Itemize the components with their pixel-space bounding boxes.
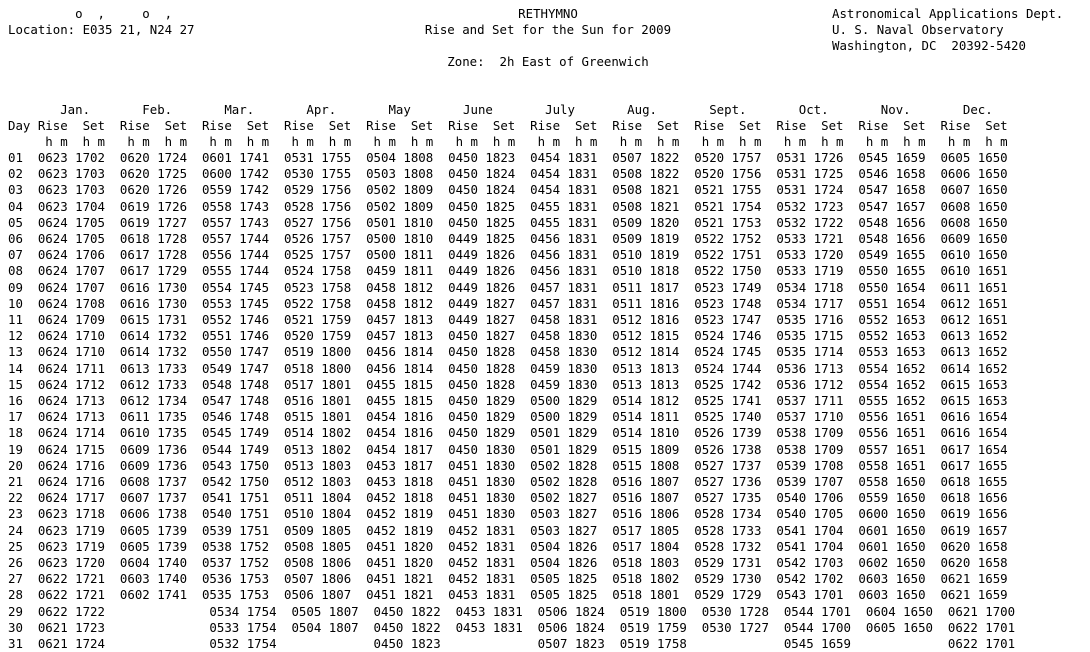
- day-row: 25 0623 1719 0605 1739 0538 1752 0508 1805 0451 1820 0452 1831 0504 1826 0517 1804 0528 1732 0541 1704 0601 1650 0620 1658: [8, 538, 1008, 554]
- coordinate-degree-marks: o , o ,: [8, 6, 173, 21]
- day-row: 19 0624 1715 0609 1736 0544 1749 0513 1802 0454 1817 0450 1830 0501 1829 0515 1809 0526 1738 0538 1709 0557 1651 0617 1654: [8, 441, 1008, 457]
- day-row: 29 0622 1722 0534 1754 0505 1807 0450 1822 0453 1831 0506 1824 0519 1800 0530 1728 0544 1701 0604 1650 0621 1700: [8, 603, 1016, 619]
- day-row: 16 0624 1713 0612 1734 0547 1748 0516 1801 0455 1815 0450 1829 0500 1829 0514 1812 0525 1741 0537 1711 0555 1652 0615 1653: [8, 393, 1008, 408]
- day-row: 28 0622 1721 0602 1741 0535 1753 0506 1807 0451 1821 0453 1831 0505 1825 0518 1801 0529 1729 0543 1701 0603 1650 0621 1659: [8, 587, 1008, 603]
- units-header-row: h m h m h m h m h m h m h m h m h m h m h m h m h m h m h m h m h m h m h m h m h m h m h m h m: [8, 134, 1008, 149]
- day-row: 31 0621 1724 0532 1754 0450 1823 0507 1823 0519 1758 0545 1659 0622 1701: [8, 636, 1016, 651]
- day-row: 27 0622 1721 0603 1740 0536 1753 0507 1806 0451 1821 0452 1831 0505 1825 0518 1802 0529 1730 0542 1702 0603 1650 0621 1659: [8, 571, 1008, 587]
- table-subtitle: Rise and Set for the Sun for 2009: [424, 22, 672, 37]
- day-row: 11 0624 1709 0615 1731 0552 1746 0521 1759 0457 1813 0449 1827 0458 1831 0512 1816 0523 1747 0535 1716 0552 1653 0612 1651: [8, 312, 1008, 327]
- day-row: 14 0624 1711 0613 1733 0549 1747 0518 1800 0456 1814 0450 1828 0459 1830 0513 1813 0524 1744 0536 1713 0554 1652 0614 1652: [8, 360, 1008, 376]
- day-row: 18 0624 1714 0610 1735 0545 1749 0514 1802 0454 1816 0450 1829 0501 1829 0514 1810 0526 1739 0538 1709 0556 1651 0616 1654: [8, 425, 1008, 441]
- day-row: 07 0624 1706 0617 1728 0556 1744 0525 1757 0500 1811 0449 1826 0456 1831 0510 1819 0522 1751 0533 1720 0549 1655 0610 1650: [8, 247, 1008, 263]
- day-row: 09 0624 1707 0616 1730 0554 1745 0523 1758 0458 1812 0449 1826 0457 1831 0511 1817 0523 1749 0534 1718 0550 1654 0611 1651: [8, 279, 1008, 295]
- place-title: RETHYMNO: [518, 6, 578, 21]
- observatory-name: U. S. Naval Observatory: [832, 22, 1004, 37]
- day-row: 21 0624 1716 0608 1737 0542 1750 0512 1803 0453 1818 0451 1830 0502 1828 0516 1807 0527 1736 0539 1707 0558 1650 0618 1655: [8, 474, 1008, 489]
- department-name: Astronomical Applications Dept.: [832, 6, 1064, 21]
- month-header-row: Jan. Feb. Mar. Apr. May June July Aug. Sept. Oct. Nov. Dec.: [8, 102, 993, 117]
- day-row: 26 0623 1720 0604 1740 0537 1752 0508 1806 0451 1820 0452 1831 0504 1826 0518 1803 0529 1731 0542 1703 0602 1650 0620 1658: [8, 555, 1008, 570]
- day-row: 05 0624 1705 0619 1727 0557 1743 0527 1756 0501 1810 0450 1825 0455 1831 0509 1820 0521 1753 0532 1722 0548 1656 0608 1650: [8, 214, 1008, 230]
- zone-line: Zone: 2h East of Greenwich: [447, 54, 649, 69]
- location-line: Location: E035 21, N24 27: [8, 22, 195, 37]
- observatory-address: Washington, DC 20392-5420: [832, 38, 1026, 53]
- day-row: 15 0624 1712 0612 1733 0548 1748 0517 1801 0455 1815 0450 1828 0459 1830 0513 1813 0525 1742 0536 1712 0554 1652 0615 1653: [8, 376, 1008, 392]
- day-row: 01 0623 1702 0620 1724 0601 1741 0531 1755 0504 1808 0450 1823 0454 1831 0507 1822 0520 1757 0531 1726 0545 1659 0605 1650: [8, 150, 1008, 165]
- rise-set-header-row: Day Rise Set Rise Set Rise Set Rise Set Rise Set Rise Set Rise Set Rise Set Rise Set Rise Set Rise Set Rise Set: [8, 118, 1008, 133]
- day-row: 12 0624 1710 0614 1732 0551 1746 0520 1759 0457 1813 0450 1827 0458 1830 0512 1815 0524 1746 0535 1715 0552 1653 0613 1652: [8, 328, 1008, 344]
- day-row: 17 0624 1713 0611 1735 0546 1748 0515 1801 0454 1816 0450 1829 0500 1829 0514 1811 0525 1740 0537 1710 0556 1651 0616 1654: [8, 409, 1008, 425]
- day-row: 22 0624 1717 0607 1737 0541 1751 0511 1804 0452 1818 0451 1830 0502 1827 0516 1807 0527 1735 0540 1706 0559 1650 0618 1656: [8, 490, 1008, 506]
- day-row: 03 0623 1703 0620 1726 0559 1742 0529 1756 0502 1809 0450 1824 0454 1831 0508 1821 0521 1755 0531 1724 0547 1658 0607 1650: [8, 182, 1008, 198]
- day-row: 04 0623 1704 0619 1726 0558 1743 0528 1756 0502 1809 0450 1825 0455 1831 0508 1821 0521 1754 0532 1723 0547 1657 0608 1650: [8, 198, 1008, 214]
- day-row: 23 0623 1718 0606 1738 0540 1751 0510 1804 0452 1819 0451 1830 0503 1827 0516 1806 0528 1734 0540 1705 0600 1650 0619 1656: [8, 506, 1008, 522]
- day-row: 20 0624 1716 0609 1736 0543 1750 0513 1803 0453 1817 0451 1830 0502 1828 0515 1808 0527 1737 0539 1708 0558 1651 0617 1655: [8, 457, 1008, 473]
- day-row: 13 0624 1710 0614 1732 0550 1747 0519 1800 0456 1814 0450 1828 0458 1830 0512 1814 0524 1745 0535 1714 0553 1653 0613 1652: [8, 344, 1008, 360]
- day-row: 02 0623 1703 0620 1725 0600 1742 0530 1755 0503 1808 0450 1824 0454 1831 0508 1822 0520 1756 0531 1725 0546 1658 0606 1650: [8, 166, 1008, 182]
- day-row: 30 0621 1723 0533 1754 0504 1807 0450 1822 0453 1831 0506 1824 0519 1759 0530 1727 0544 1700 0605 1650 0622 1701: [8, 619, 1016, 635]
- day-row: 06 0624 1705 0618 1728 0557 1744 0526 1757 0500 1810 0449 1825 0456 1831 0509 1819 0522 1752 0533 1721 0548 1656 0609 1650: [8, 231, 1008, 246]
- day-row: 08 0624 1707 0617 1729 0555 1744 0524 1758 0459 1811 0449 1826 0456 1831 0510 1818 0522 1750 0533 1719 0550 1655 0610 1651: [8, 263, 1008, 279]
- day-row: 24 0623 1719 0605 1739 0539 1751 0509 1805 0452 1819 0452 1831 0503 1827 0517 1805 0528 1733 0541 1704 0601 1650 0619 1657: [8, 522, 1008, 538]
- day-row: 10 0624 1708 0616 1730 0553 1745 0522 1758 0458 1812 0449 1827 0457 1831 0511 1816 0523 1748 0534 1717 0551 1654 0612 1651: [8, 295, 1008, 311]
